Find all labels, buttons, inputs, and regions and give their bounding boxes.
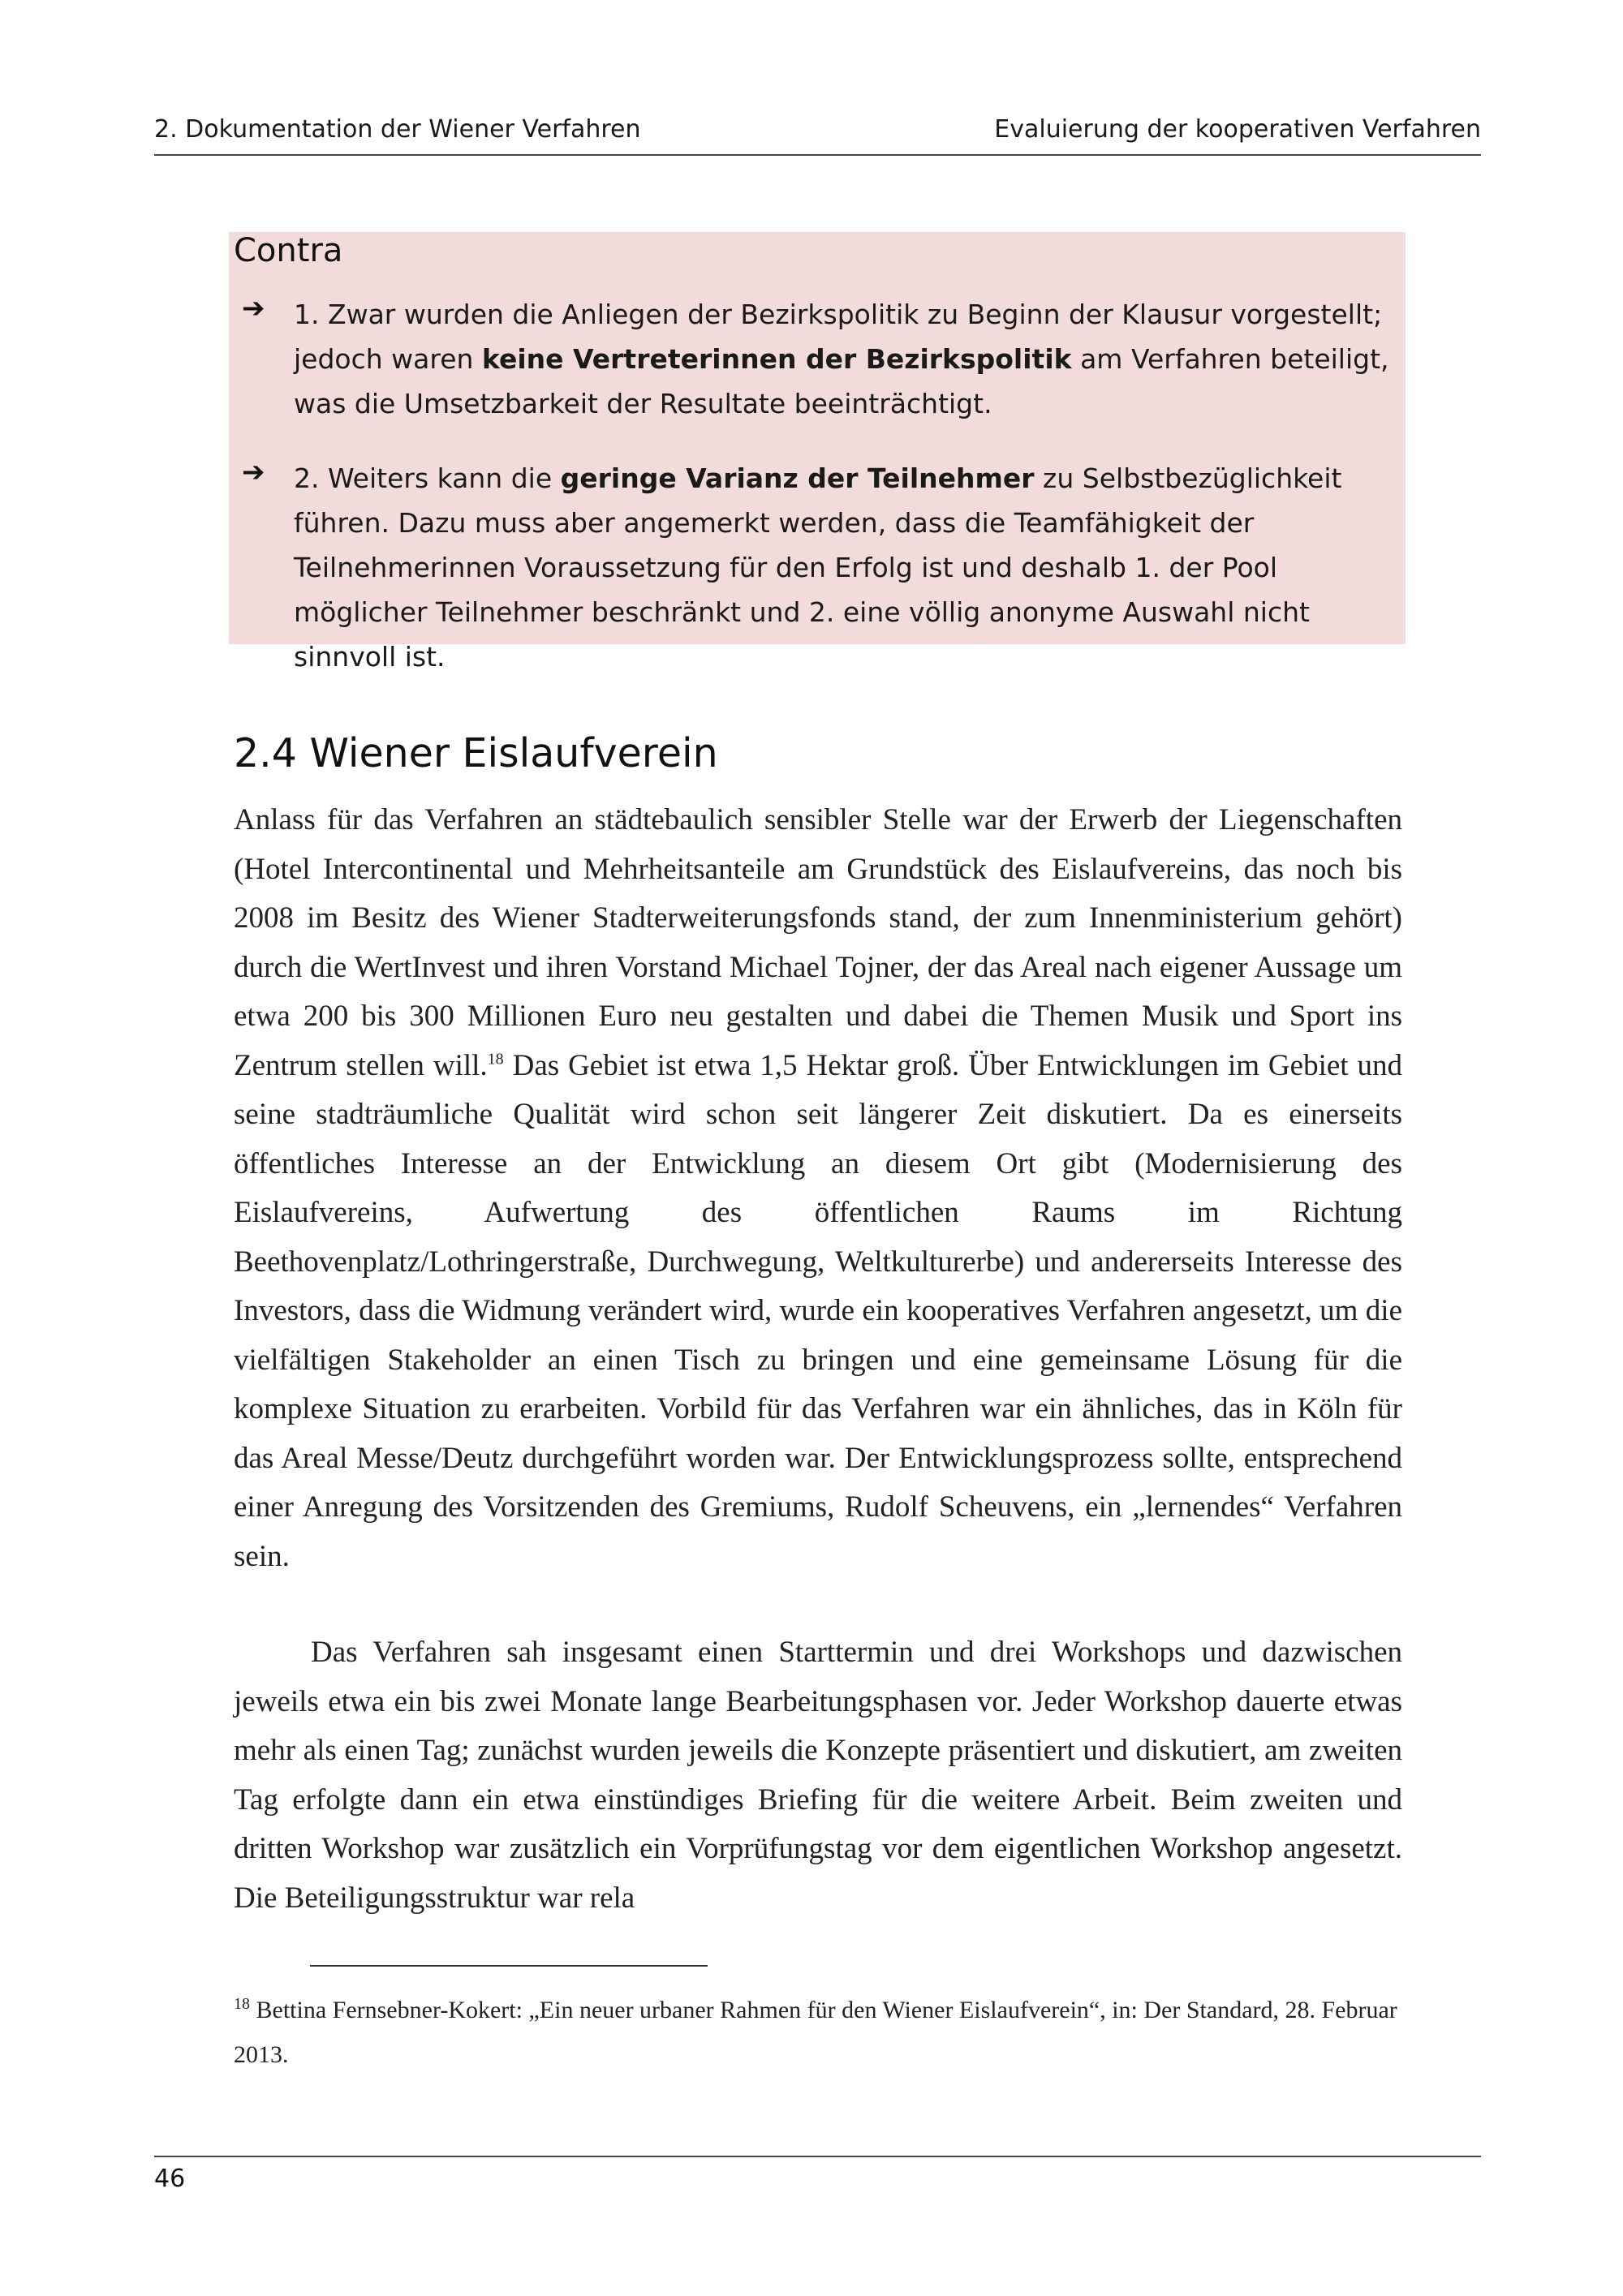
contra-item-emphasis: keine Vertreterinnen der Bezirkspolitik <box>481 343 1072 375</box>
body-paragraph: Das Verfahren sah insgesamt einen Starttermin und drei Workshops und dazwischen jeweils etwa ein bis zwei Monate lange Bearbeitungsphasen vor. Jeder Workshop dauerte etwas mehr als einen Tag; zunächst wurden jeweils die Konzepte präsentiert und diskutiert, am zweiten Tag erfolgte dann ein etwa einstündiges Briefing für die weitere Arbeit. Beim zweiten und dritten Workshop war zusätzlich ein Vorprüfungstag vor dem eigentlichen Workshop angesetzt. Die Beteiligungsstruktur war rela <box>234 1636 1402 1915</box>
running-header-chapter: 2. Dokumentation der Wiener Verfahren <box>154 115 641 144</box>
section-heading: 2.4 Wiener Eislaufverein <box>234 730 718 776</box>
footnote-number: 18 <box>234 1995 250 2013</box>
footnote: $^{18}$ Bettina Fernsebner-Kokert: „Ein neuer urbaner Rahmen für den Wiener Eislaufverein“, in: Der Standard, 28. Februar 2013. <box>234 1995 1397 2068</box>
header-divider <box>154 154 1481 156</box>
contra-item-emphasis: geringe Varianz der Teilnehmer <box>560 462 1035 494</box>
page-number: 46 <box>154 2165 186 2193</box>
running-header-title: Evaluierung der kooperativen Verfahren <box>994 115 1481 144</box>
right-arrow-icon: ➔ <box>242 292 265 325</box>
footer-divider <box>154 2156 1481 2157</box>
contra-heading: Contra <box>234 232 343 269</box>
footnote-divider <box>310 1965 708 1967</box>
contra-item-text: 1. Zwar wurden die Anliegen der Bezirkspolitik zu Beginn der Klausur vorgestellt; jedoch waren keine Vertreterinnen der Bezirkspolitik am Verfahren beteiligt, was die Umsetzbarkeit der Resultate beeinträchtigt. <box>294 299 1389 419</box>
contra-item-text: 2. Weiters kann die geringe Varianz der Teilnehmer zu Selbstbezüglichkeit führen. Dazu muss aber angemerkt werden, dass die Teamfähigkeit der Teilnehmerinnen Voraussetzung für den Erfolg ist und deshalb 1. der Pool möglicher Teilnehmer beschränkt und 2. eine völlig anonyme Auswahl nicht sinnvoll ist. <box>294 462 1342 673</box>
right-arrow-icon: ➔ <box>242 456 265 488</box>
footnote-reference[interactable]: 18 <box>487 1050 504 1068</box>
body-paragraph: Anlass für das Verfahren an städtebaulich sensibler Stelle war der Erwerb der Liegenschaften (Hotel Intercontinental und Mehrheitsanteile am Grundstück des Eislaufvereins, das noch bis 2008 im Besitz des Wiener Stadterweiterungsfonds stand, der zum Innenministerium gehört) durch die WertInvest und ihren Vorstand Michael Tojner, der das Areal nach eigener Aussage um etwa 200 bis 300 Millionen Euro neu gestalten und dabei die Themen Musik und Sport ins Zentrum stellen will.$^{18}$ Das Gebiet ist etwa 1,5 Hektar groß. Über Entwicklungen im Gebiet und seine stadträumliche Qualität wird schon seit längerer Zeit diskutiert. Da es einerseits öffentliches Interesse an der Entwicklung an diesem Ort gibt (Modernisierung des Eislaufvereins, Aufwertung des öffentlichen Raums im Richtung Beethovenplatz/Lothringerstraße, Durchwegung, Weltkulturerbe) und andererseits Interesse des Investors, dass die Widmung verändert wird, wurde ein kooperatives Verfahren angesetzt, um die vielfältigen Stakeholder an einen Tisch zu bringen und eine gemeinsame Lösung für die komplexe Situation zu erarbeiten. Vorbild für das Verfahren war ein ähnliches, das in Köln für das Areal Messe/Deutz durchgeführt worden war. Der Entwicklungsprozess sollte, entsprechend einer Anregung des Vorsitzenden des Gremiums, Rudolf Scheuvens, ein „lernendes“ Verfahren sein. <box>234 803 1402 1573</box>
